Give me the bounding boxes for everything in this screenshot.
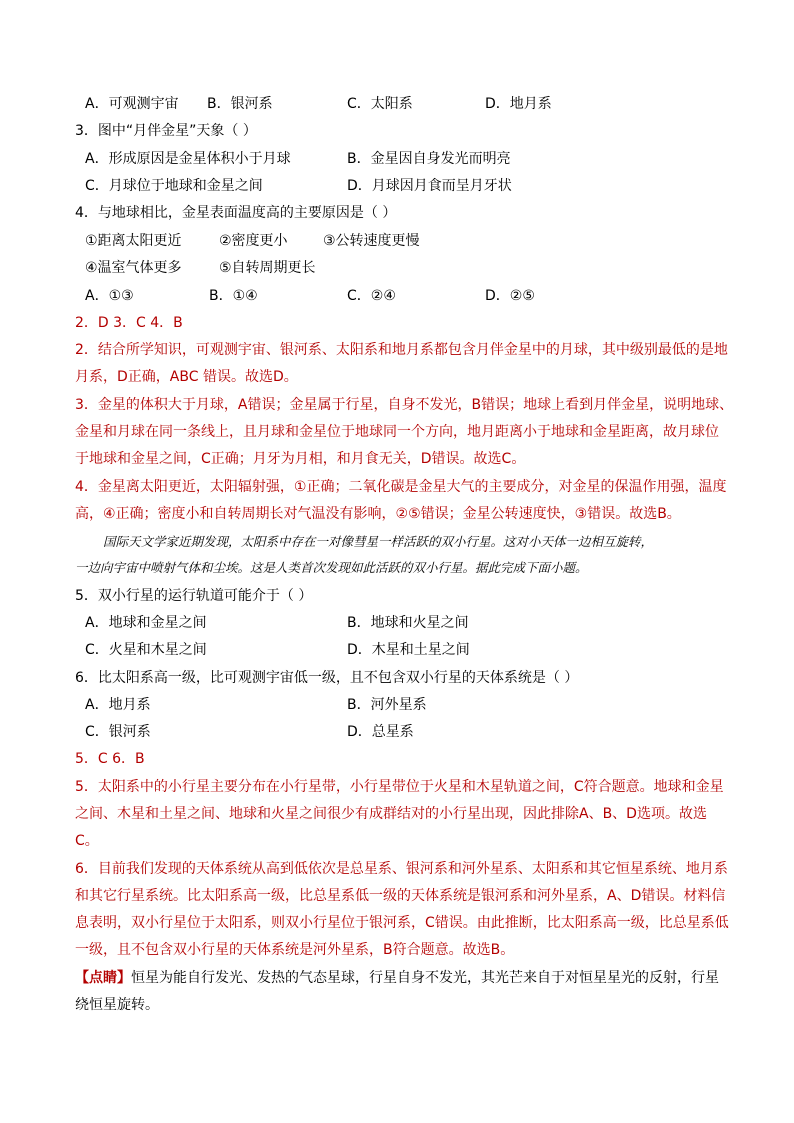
explanation-5-line-3: C。 [75, 833, 99, 849]
material-text-line-2: 一边向宇宙中喷射气体和尘埃。这是人类首次发现如此活跃的双小行星。据此完成下面小题。 [75, 560, 588, 575]
option-b: B．银河系 [207, 96, 273, 112]
option-a: A．形成原因是金星体积小于月球 [85, 151, 291, 167]
tip-text: 恒星为能自行发光、发热的气态星球，行星自身不发光，其光芒来自于对恒星星光的反射，行星 [131, 970, 719, 986]
explanation-5-line-2: 之间、木星和土星之间、地球和火星之间很少有成群结对的小行星出现，因此排除A、B、D选项。故选 [75, 806, 707, 822]
question-4-stem: 4．与地球相比，金星表面温度高的主要原因是（ ） [75, 205, 397, 221]
question-5-stem: 5．双小行星的运行轨道可能介于（ ） [75, 588, 313, 604]
explanation-4-line-2: 高，④正确；密度小和自转周期长对气温没有影响，②⑤错误；金星公转速度快，③错误。故选B。 [75, 506, 681, 522]
explanation-4-line-1: 4．金星离太阳更近，太阳辐射强，①正确；二氧化碳是金星大气的主要成分，对金星的保温作用强，温度 [75, 479, 727, 495]
option-d: D．②⑤ [485, 288, 535, 304]
explanation-2-line-2: 月系，D正确，ABC 错误。故选D。 [75, 369, 298, 385]
option-a: A．地月系 [85, 697, 151, 713]
option-d: D．月球因月食而呈月牙状 [347, 178, 512, 194]
option-c: C．月球位于地球和金星之间 [85, 178, 263, 194]
tip-line-2: 绕恒星旋转。 [75, 997, 159, 1013]
question-6-stem: 6．比太阳系高一级，比可观测宇宙低一级，且不包含双小行星的天体系统是（ ） [75, 670, 579, 686]
option-a: A．地球和金星之间 [85, 615, 207, 631]
option-a: A．①③ [85, 288, 134, 304]
statement-1: ①距离太阳更近 [85, 233, 182, 249]
statement-5: ⑤自转周期更长 [219, 260, 316, 276]
option-d: D．地月系 [485, 96, 552, 112]
material-text-line-1: 国际天文学家近期发现，太阳系中存在一对像彗星一样活跃的双小行星。这对小天体一边相互旋转， [103, 534, 654, 549]
explanation-5-line-1: 5．太阳系中的小行星主要分布在小行星带，小行星带位于火星和木星轨道之间，C符合题意。地球和金星 [75, 779, 724, 795]
statement-4: ④温室气体更多 [85, 260, 182, 276]
answer-key-5-6: 5．C 6．B [75, 751, 145, 767]
option-c: C．②④ [347, 288, 396, 304]
tip-line-1 [75, 968, 734, 988]
option-b: B．金星因自身发光而明亮 [347, 151, 511, 167]
explanation-3-line-1: 3．金星的体积大于月球，A错误；金星属于行星，自身不发光，B错误；地球上看到月伴金星，说明地球、 [75, 397, 734, 413]
option-b: B．①④ [209, 288, 258, 304]
explanation-6-line-2: 和其它行星系统。比太阳系高一级，比总星系低一级的天体系统是银河系和河外星系，A、D错误。材料信 [75, 888, 726, 904]
option-c: C．银河系 [85, 724, 151, 740]
tip-label: 【点睛】 [75, 970, 131, 986]
explanation-2-line-1: 2．结合所学知识，可观测宇宙、银河系、太阳系和地月系都包含月伴金星中的月球，其中级别最低的是地 [75, 342, 728, 358]
option-d: D．木星和土星之间 [347, 642, 470, 658]
statement-2: ②密度更小 [219, 233, 288, 249]
answer-key-2-4: 2．D 3．C 4．B [75, 315, 183, 331]
question-3-stem: 3．图中“月伴金星”天象（ ） [75, 123, 257, 139]
option-b: B．河外星系 [347, 697, 427, 713]
explanation-3-line-3: 于地球和金星之间，C正确；月牙为月相，和月食无关，D错误。故选C。 [75, 451, 526, 467]
statement-3: ③公转速度更慢 [323, 233, 420, 249]
explanation-6-line-4: 一级，且不包含双小行星的天体系统是河外星系，B符合题意。故选B。 [75, 942, 515, 958]
option-d: D．总星系 [347, 724, 414, 740]
explanation-6-line-3: 息表明，双小行星位于太阳系，则双小行星位于银河系，C错误。由此推断，比太阳系高一级，比总星系低 [75, 915, 729, 931]
option-a: A．可观测宇宙 [85, 96, 179, 112]
explanation-6-line-1: 6．目前我们发现的天体系统从高到低依次是总星系、银河系和河外星系、太阳系和其它恒星系统、地月系 [75, 861, 728, 877]
option-c: C．太阳系 [347, 96, 413, 112]
option-b: B．地球和火星之间 [347, 615, 469, 631]
explanation-3-line-2: 金星和月球在同一条线上，且月球和金星位于地球同一个方向，地月距离小于地球和金星距离，故月球位 [75, 424, 719, 440]
option-c: C．火星和木星之间 [85, 642, 207, 658]
